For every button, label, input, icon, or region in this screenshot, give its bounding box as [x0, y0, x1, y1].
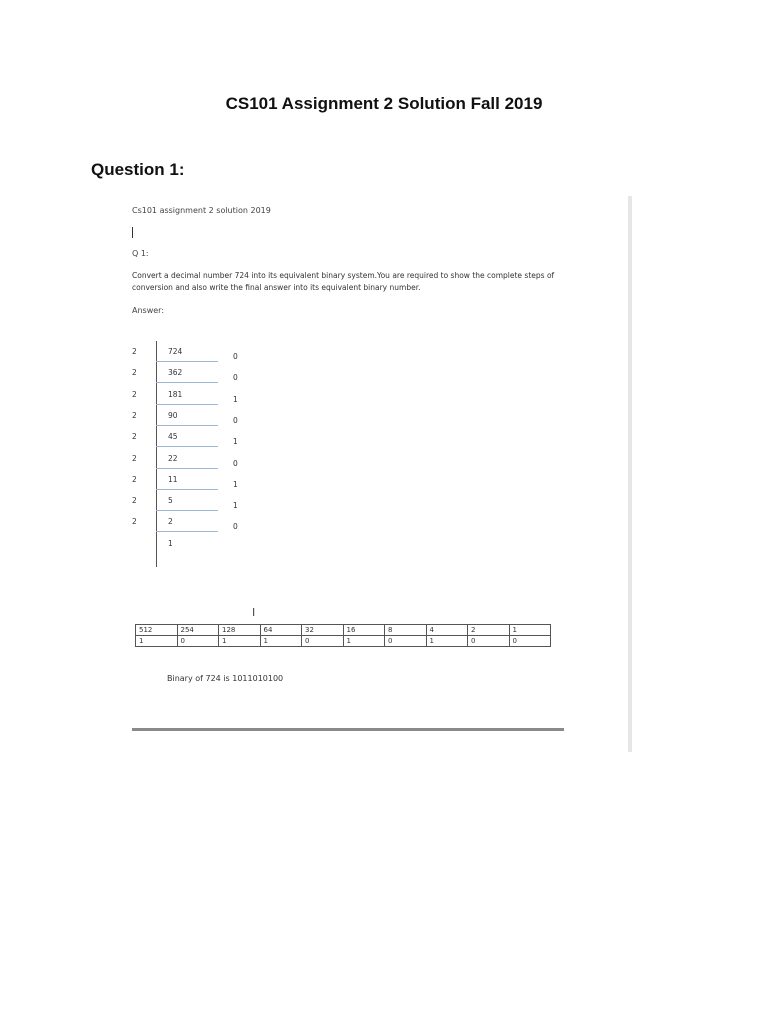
remainder: 1: [233, 437, 238, 447]
division-row: [122, 341, 262, 362]
place-value-cell: 512: [136, 625, 178, 636]
divisor: 2: [132, 347, 137, 356]
remainder: 0: [233, 415, 238, 425]
remainder: 1: [233, 479, 238, 489]
text-caret: [132, 227, 133, 238]
bits-row: [136, 636, 551, 647]
divisor: 2: [132, 432, 137, 442]
quotient: 181: [168, 389, 183, 399]
quotient: 362: [168, 368, 183, 378]
divisor: 2: [132, 517, 137, 527]
bit-cell: 1: [343, 636, 385, 647]
question-text: Convert a decimal number 724 into its equivalent binary system.You are required to show the complete steps of conversion and also write the final answer into its equivalent binary number.: [132, 271, 555, 292]
binary-result: Binary of 724 is 1011010100: [167, 674, 284, 683]
divisor: 2: [132, 389, 137, 399]
division-row: [122, 533, 262, 554]
quotient: 22: [168, 453, 178, 463]
place-value-cell: 8: [385, 625, 427, 636]
place-value-cell: 32: [302, 625, 344, 636]
embedded-right-edge: [628, 196, 632, 752]
bit-cell: 0: [509, 636, 551, 647]
division-row: [122, 426, 262, 447]
quotient: 11: [168, 474, 178, 484]
remainder: 0: [233, 352, 238, 361]
bit-cell: 1: [426, 636, 468, 647]
remainder: 1: [233, 501, 238, 511]
bit-cell: 0: [385, 636, 427, 647]
remainder: 1: [233, 394, 238, 404]
bit-cell: 0: [302, 636, 344, 647]
division-row: [122, 469, 262, 490]
divisor: 2: [132, 496, 137, 506]
division-row: [122, 384, 262, 405]
remainder: 0: [233, 522, 238, 532]
ibeam-cursor-icon: I: [252, 606, 256, 619]
remainder: 0: [233, 373, 238, 383]
place-value-cell: 64: [260, 625, 302, 636]
division-row: [122, 490, 262, 511]
question-label: Q 1:: [132, 249, 149, 258]
place-value-cell: 128: [219, 625, 261, 636]
division-row: [122, 448, 262, 469]
place-value-cell: 254: [177, 625, 219, 636]
bit-cell: 1: [219, 636, 261, 647]
divisor: 2: [132, 453, 137, 463]
divisor: 2: [132, 368, 137, 378]
division-ladder: [122, 341, 262, 571]
division-row: [122, 511, 262, 532]
place-value-table: [135, 624, 551, 647]
page-title: CS101 Assignment 2 Solution Fall 2019: [225, 94, 543, 113]
division-row: [122, 362, 262, 383]
divisor: 2: [132, 410, 137, 420]
bit-cell: 0: [468, 636, 510, 647]
quotient: 1: [168, 538, 173, 548]
answer-label: Answer:: [132, 306, 165, 315]
place-value-cell: 1: [509, 625, 551, 636]
bit-cell: 1: [136, 636, 178, 647]
quotient: 45: [168, 432, 178, 442]
embedded-screenshot: [92, 196, 629, 752]
embedded-doc-title: Cs101 assignment 2 solution 2019: [132, 206, 271, 215]
place-value-cell: 16: [343, 625, 385, 636]
quotient: 5: [168, 496, 173, 506]
quotient: 2: [168, 517, 173, 527]
question-heading: Question 1:: [91, 160, 185, 179]
place-value-cell: 2: [468, 625, 510, 636]
bottom-divider: [132, 728, 564, 731]
place-value-cell: 4: [426, 625, 468, 636]
division-row: [122, 405, 262, 426]
place-values-row: [136, 625, 551, 636]
quotient: 90: [168, 410, 178, 420]
bit-cell: 1: [260, 636, 302, 647]
divisor: 2: [132, 474, 137, 484]
bit-cell: 0: [177, 636, 219, 647]
remainder: 0: [233, 458, 238, 468]
quotient: 724: [168, 347, 183, 356]
